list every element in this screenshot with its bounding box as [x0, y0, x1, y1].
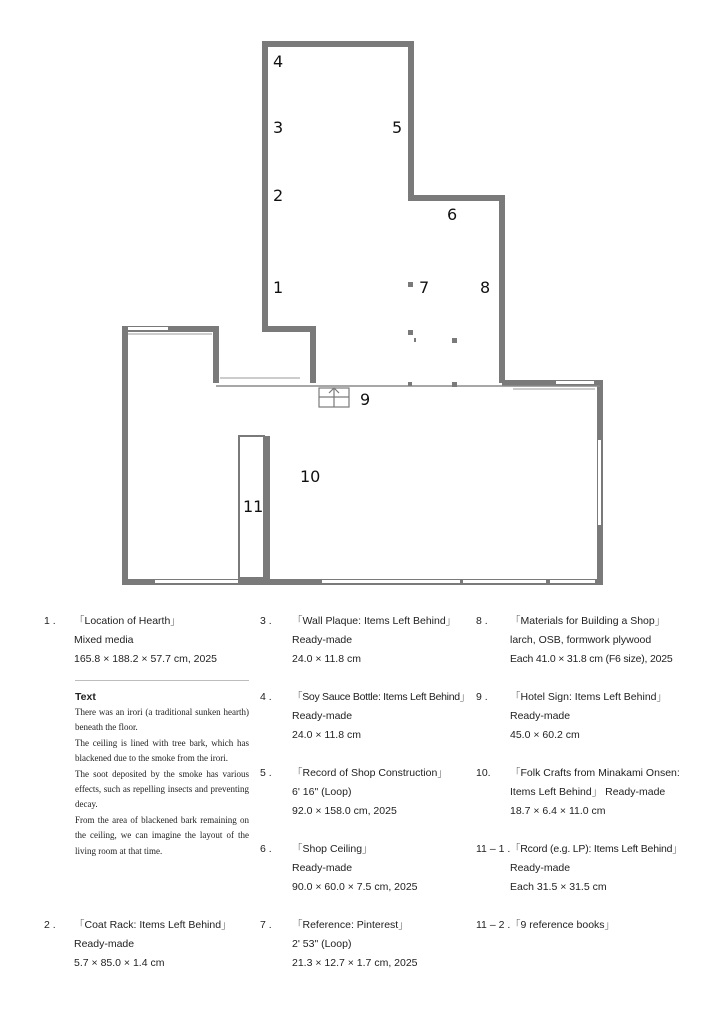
text-paragraph: The soot deposited by the smoke has various effects, such as repelling insects and preventing decay.: [75, 768, 249, 810]
caption-title: 「Wall Plaque: Items Left Behind」: [292, 615, 457, 627]
floor-markers: [408, 282, 457, 387]
caption-number: 6 .: [260, 843, 272, 855]
text-paragraph: From the area of blackened bark remaining on the ceiling, we can imagine the layout of the living room at that time.: [75, 814, 249, 856]
plan-label-1: 1: [273, 278, 284, 297]
caption-title: 「Shop Ceiling」: [292, 843, 373, 855]
caption-size: 21.3 × 12.7 × 1.7 cm, 2025: [292, 957, 418, 969]
text-block: [75, 689, 249, 859]
plan-label-8: 8: [480, 278, 491, 297]
caption-size: 5.7 × 85.0 × 1.4 cm: [74, 957, 165, 969]
caption-title: 「Reference: Pinterest」: [292, 919, 409, 931]
floor-plan-walls: [122, 44, 603, 582]
caption-size: Each 31.5 × 31.5 cm: [510, 881, 607, 893]
caption-number: 7 .: [260, 919, 272, 931]
caption-medium: 2' 53" (Loop): [292, 938, 352, 950]
caption-title: 「Folk Crafts from Minakami Onsen:: [510, 767, 680, 779]
plan-label-4: 4: [273, 52, 284, 71]
caption-medium: Ready-made: [292, 862, 353, 874]
item-9-sign: [319, 388, 349, 407]
caption-number: 4 .: [260, 691, 272, 703]
caption-number: 1 .: [44, 615, 56, 627]
caption-medium: Ready-made: [292, 710, 353, 722]
floor-plan-labels: [243, 52, 490, 516]
wall-right-block: [502, 383, 600, 582]
item-11-pillar-edge: [264, 436, 270, 581]
wall-left-block: [125, 329, 216, 582]
plan-label-11: 11: [243, 497, 264, 516]
caption-number: 11 – 2 .: [476, 919, 511, 931]
caption-medium: Ready-made: [74, 938, 135, 950]
caption-size: 45.0 × 60.2 cm: [510, 729, 580, 741]
window: [220, 380, 258, 383]
window: [322, 580, 460, 583]
text-heading: Text: [75, 691, 96, 703]
caption-title: 「9 reference books」: [510, 919, 616, 931]
caption-number: 5 .: [260, 767, 272, 779]
plan-label-3: 3: [273, 118, 284, 137]
caption-size: 92.0 × 158.0 cm, 2025: [292, 805, 397, 817]
caption-number: 9 .: [476, 691, 488, 703]
caption-title: 「Soy Sauce Bottle: Items Left Behind」: [292, 691, 470, 703]
caption-title: 「Hotel Sign: Items Left Behind」: [510, 691, 667, 703]
window: [556, 381, 594, 384]
text-paragraph: The ceiling is lined with tree bark, which has blackened due to the smoke from the irori.: [75, 737, 249, 764]
window: [550, 580, 595, 583]
text-paragraph: There was an irori (a traditional sunken hearth) beneath the floor.: [75, 707, 249, 733]
plan-label-6: 6: [447, 205, 458, 224]
caption-number: 3 .: [260, 615, 272, 627]
caption-medium: Items Left Behind」 Ready-made: [510, 786, 666, 798]
caption-number: 2 .: [44, 919, 56, 931]
wall-upper-room: [265, 44, 502, 383]
caption-size: 24.0 × 11.8 cm: [292, 653, 361, 665]
caption-number: 11 – 1 .: [476, 843, 511, 855]
caption-size: 165.8 × 188.2 × 57.7 cm, 2025: [74, 653, 218, 665]
caption-medium: Ready-made: [510, 710, 571, 722]
window-openings: [128, 327, 601, 583]
caption-title: 「Record of Shop Construction」: [292, 767, 448, 779]
caption-medium: larch, OSB, formwork plywood: [510, 634, 652, 646]
caption-title: 「Rcord (e.g. LP): Items Left Behind」: [510, 843, 683, 855]
caption-medium: Ready-made: [510, 862, 571, 874]
window: [463, 580, 546, 583]
window: [128, 327, 168, 330]
caption-title: 「Location of Hearth」: [74, 615, 181, 627]
caption-size: 24.0 × 11.8 cm: [292, 729, 361, 741]
caption-medium: Ready-made: [292, 634, 353, 646]
caption-number: 8 .: [476, 615, 488, 627]
caption-medium: 6' 16" (Loop): [292, 786, 352, 798]
plan-label-7: 7: [419, 278, 430, 297]
plan-label-5: 5: [392, 118, 403, 137]
caption-medium: Mixed media: [74, 634, 134, 646]
caption-title: 「Coat Rack: Items Left Behind」: [74, 919, 232, 931]
caption-size: Each 41.0 × 31.8 cm (F6 size), 2025: [510, 653, 673, 665]
caption-number: 10.: [476, 767, 491, 779]
window: [155, 580, 238, 583]
window: [598, 440, 601, 525]
caption-title: 「Materials for Building a Shop」: [510, 615, 666, 627]
divider-rule: [75, 680, 249, 681]
plan-label-9: 9: [360, 390, 371, 409]
caption-size: 90.0 × 60.0 × 7.5 cm, 2025: [292, 881, 418, 893]
caption-size: 18.7 × 6.4 × 11.0 cm: [510, 805, 606, 817]
plan-label-10: 10: [300, 467, 321, 486]
plan-label-2: 2: [273, 186, 284, 205]
